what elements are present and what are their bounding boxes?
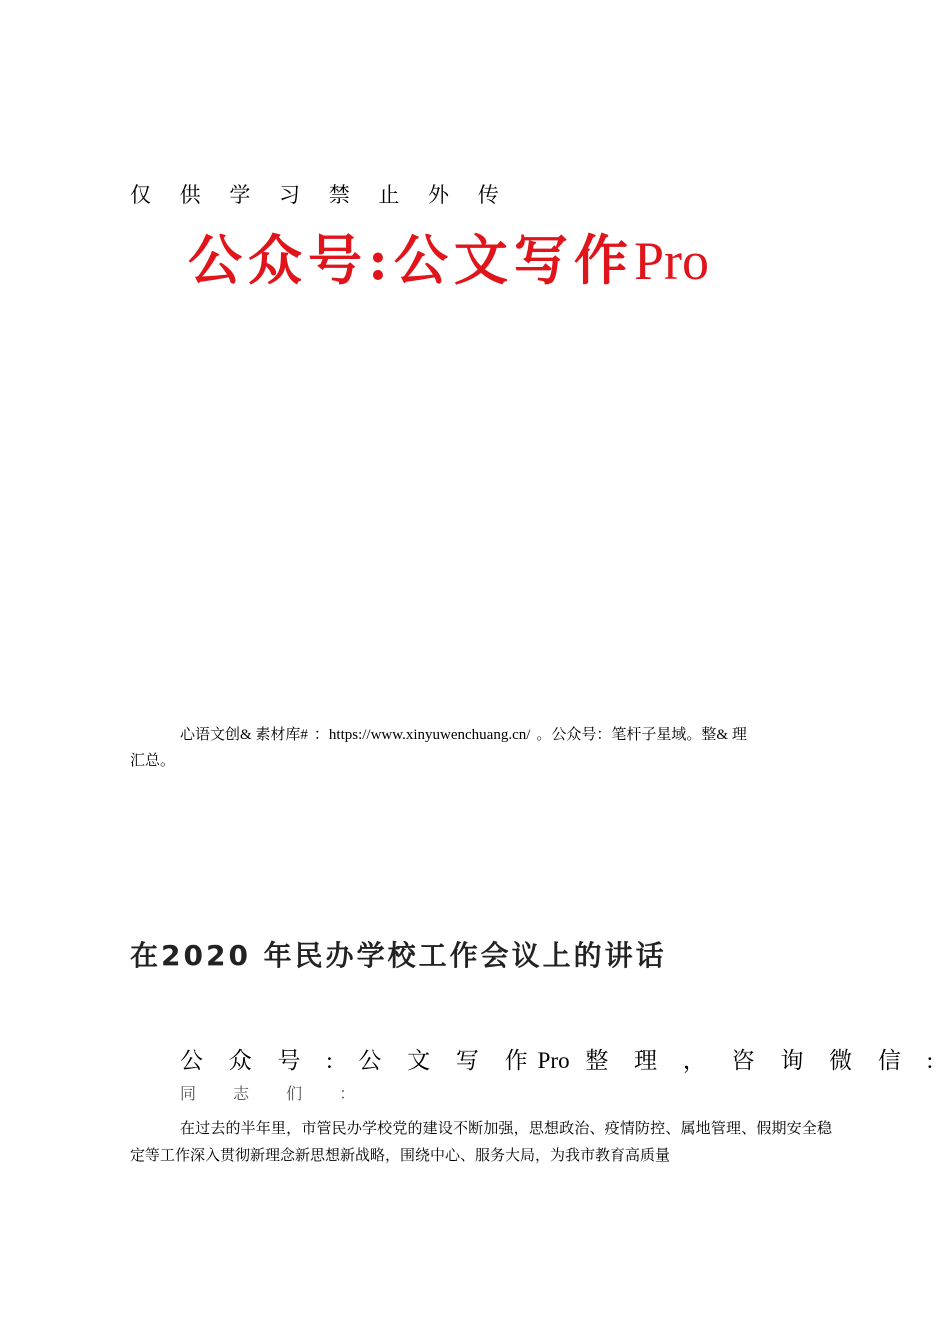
subtitle-line [180,1044,943,1078]
document-title: 在2020 年民办学校工作会议上的讲话 [130,939,667,972]
source-line-1 [180,724,753,746]
source-line-2: 汇总。 [130,753,176,769]
source-part-1: 心语文创& 素材库# [180,727,308,743]
notice-text: 仅 供 学 习 禁 止 外 传 [130,183,510,207]
subtitle-cjk-2: 整 理 ， 咨 询 微 信 : [569,1048,943,1073]
source-part-3: 。公众号：笔杆子星域。整& 理 [536,727,747,743]
subtitle-cjk-1: 公 众 号 : 公 文 写 作 [180,1048,538,1073]
brand-latin: Pro [633,231,709,291]
brand-banner [188,224,709,297]
brand-cjk: 公众号:公文写作 [188,228,634,292]
salutation: 同 志 们 ： [180,1084,372,1103]
paragraph-text: 在过去的半年里，市管民办学校党的建设不断加强，思想政治、疫情防控、属地管理、假期安全稳定等工作深入贯彻新理念新思想新战略，围绕中心、服务大局，为我市教育高质量 [130,1121,832,1164]
source-part-2: ：https://www.xinyuwenchuang.cn/ [313,727,531,743]
subtitle-latin: Pro [537,1048,570,1073]
body-paragraph [130,1116,832,1170]
